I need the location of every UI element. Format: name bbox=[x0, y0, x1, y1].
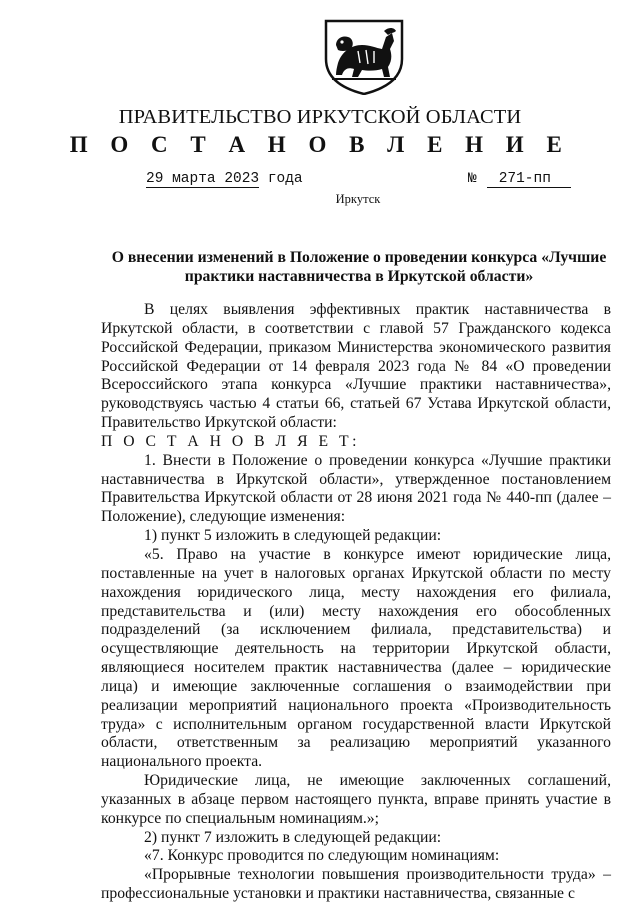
paragraph: 1) пункт 5 изложить в следующей редакции: bbox=[144, 527, 442, 545]
paragraph: 2) пункт 7 изложить в следующей редакции: bbox=[144, 828, 442, 846]
paragraph: Юридические лица, не имеющие заключенных соглашений, указанных в абзаце первом настоящего пункта, вправе принять участие в конкурсе по специальным номинациям.»; bbox=[101, 772, 611, 827]
paragraph: 1. Внести в Положение о проведении конкурса «Лучшие практики наставничества в Иркутской области», утвержденное постановлением Правительства Иркутской области от 28 июня 2021 года № 440-пп (далее – Положение), следующие изменения: bbox=[101, 451, 611, 526]
paragraph: «5. Право на участие в конкурсе имеют юридические лица, поставленные на учет в налоговых органах Иркутской области по месту нахождения юридического лица, месту нахождения его филиала, представительства и (или) месту нахождения его обособленных подразделений (за исключением филиала, представительства) и осуществляющие деятельность на территории Иркутской области, являющиеся носителем практик наставничества (далее – юридические лица) и имеющие заключенные соглашения о взаимодействии при реализации мероприятий национального проекта «Производительность труда» с исполнительным органом государственной власти Иркутской области, ответственным за реализацию мероприятий указанного национального проекта. bbox=[101, 545, 611, 771]
date-suffix: года bbox=[267, 171, 303, 187]
number-value: 271-пп bbox=[487, 171, 571, 188]
document-body bbox=[101, 301, 611, 904]
date-value: 29 марта 2023 bbox=[146, 171, 260, 187]
government-name: ПРАВИТЕЛЬСТВО ИРКУТСКОЙ ОБЛАСТИ bbox=[118, 106, 522, 128]
paragraph: «7. Конкурс проводится по следующим номинациям: bbox=[144, 847, 500, 865]
decree-word: П О С Т А Н О В Л Я Е Т: bbox=[101, 432, 360, 450]
paragraph: В целях выявления эффективных практик наставничества в Иркутской области, в соответствии с главой 57 Гражданского кодекса Российской Федерации, приказом Министерства экономического развития Российской Федерации от 14 февраля 2023 года № 84 «О проведении Всероссийского этапа конкурса «Лучшие практики наставничества», руководствуясь частью 4 статьи 66, статьей 67 Устава Иркутской области, Правительство Иркутской области: bbox=[101, 301, 611, 432]
document-title: О внесении изменений в Положение о проведении конкурса «Лучшие практики наставничества в Иркутской области» bbox=[111, 249, 607, 285]
number-sign: № bbox=[468, 171, 477, 187]
irkutsk-coat-of-arms-icon bbox=[322, 15, 406, 95]
paragraph: «Прорывные технологии повышения производительности труда» – профессиональные установки и практики наставничества, связанные с bbox=[101, 866, 611, 903]
document-date bbox=[146, 171, 303, 187]
document-type: П О С Т А Н О В Л Е Н И Е bbox=[69, 132, 571, 157]
document-number bbox=[468, 171, 571, 188]
city-name: Иркутск bbox=[335, 192, 381, 206]
